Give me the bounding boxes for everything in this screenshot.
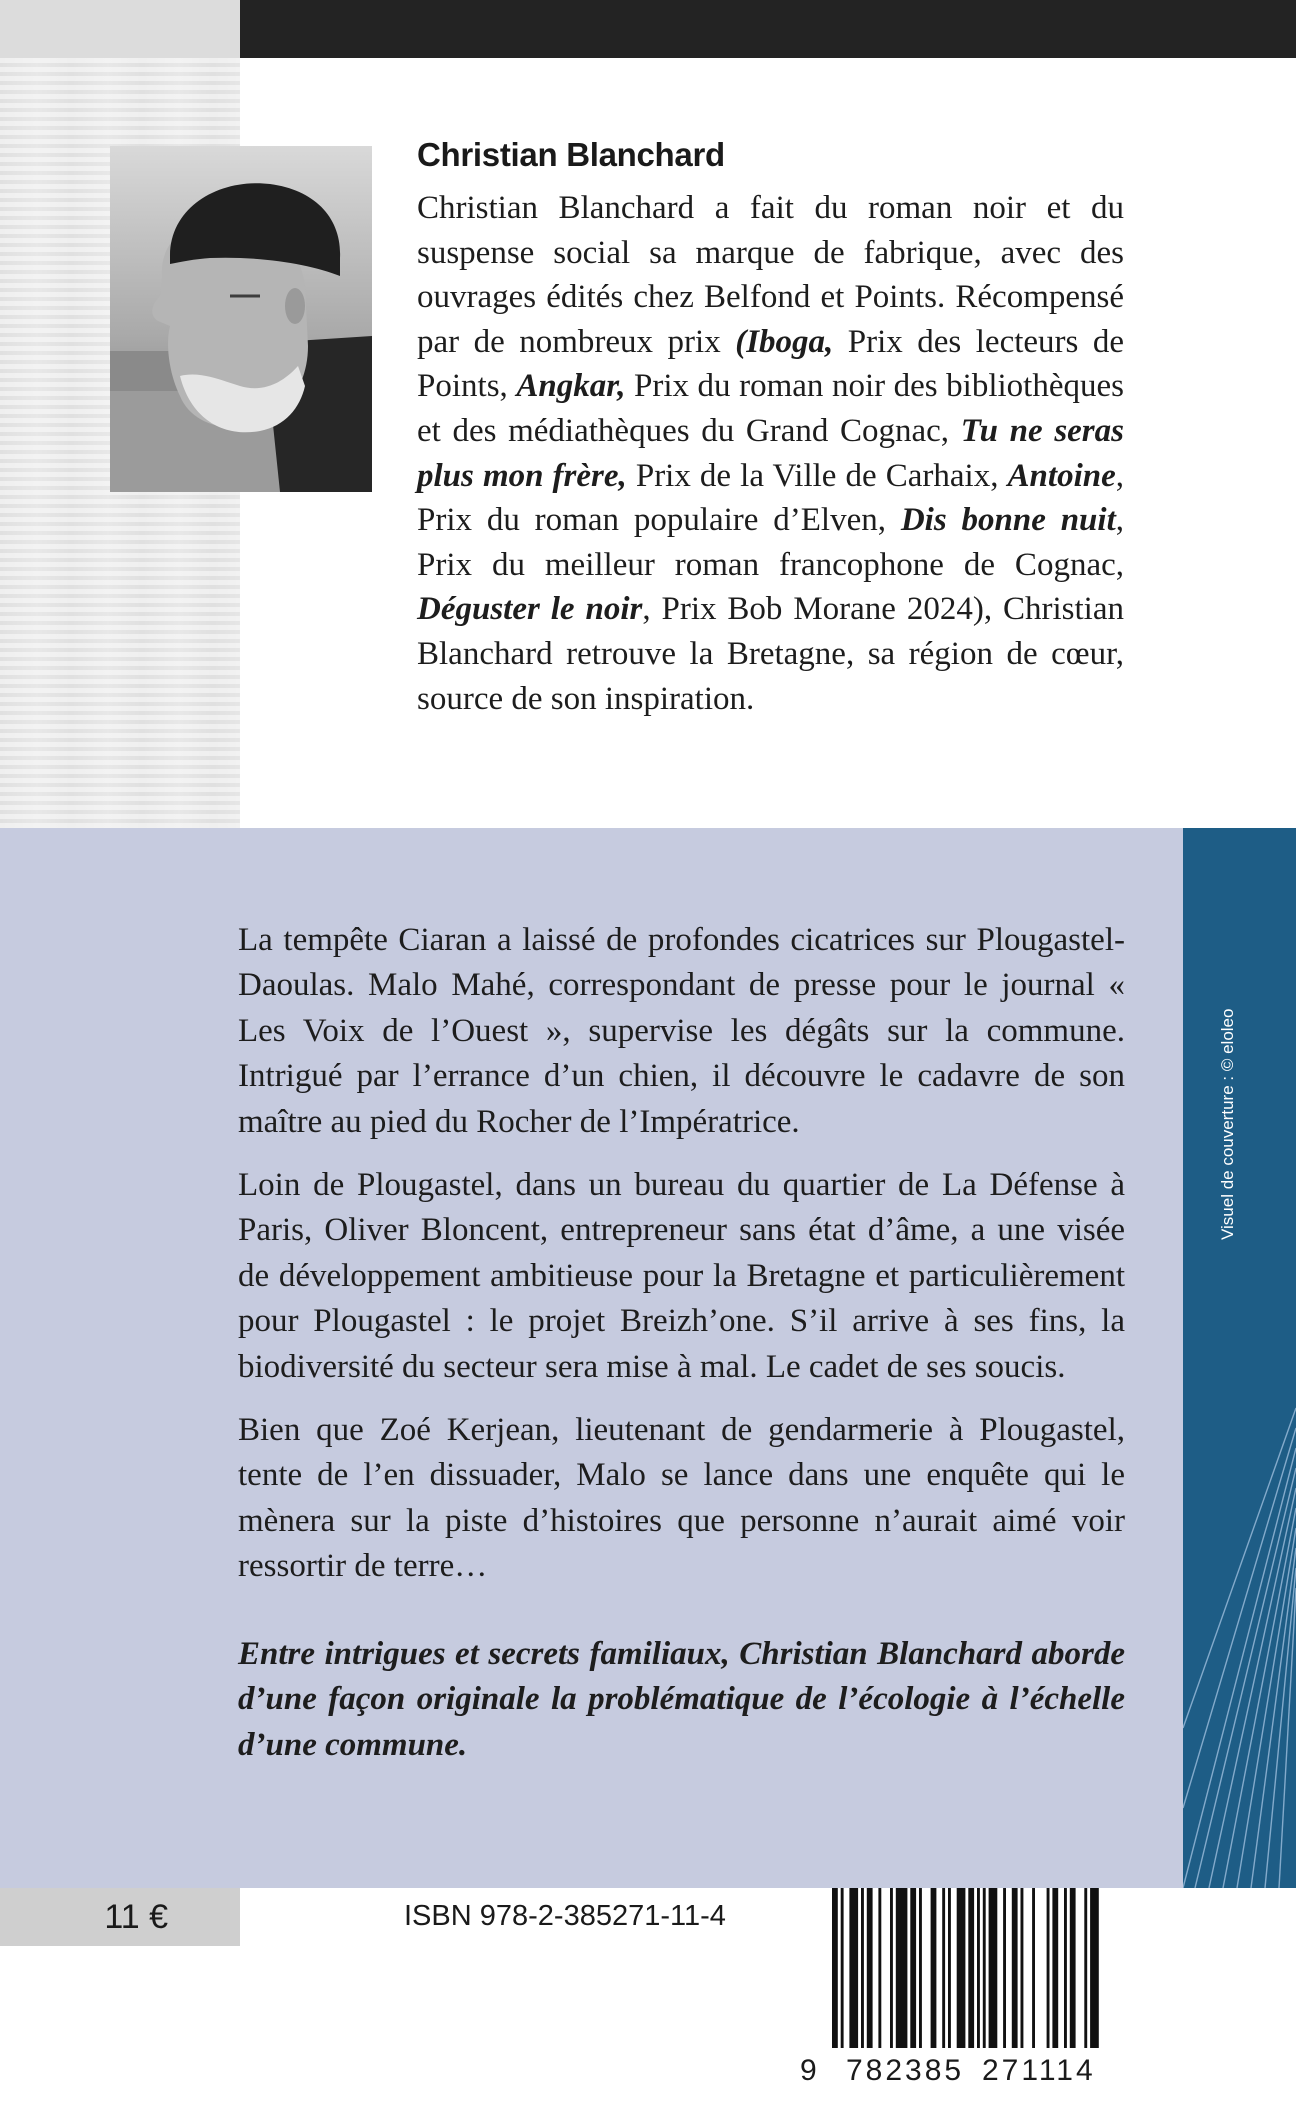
bio-text-segment: , Prix du roman populaire d’Elven,	[417, 457, 1124, 539]
author-section	[417, 136, 1124, 721]
barcode-bar	[861, 1888, 864, 2048]
bio-title-segment: Antoine	[1007, 457, 1116, 494]
barcode-bar	[1090, 1888, 1099, 2048]
bio-text-segment: Prix de la Ville de Carhaix,	[626, 457, 1008, 494]
cover-credit: Visuel de couverture : © eloleo	[1218, 1008, 1237, 1240]
barcode-bar	[896, 1888, 908, 2048]
barcode-bar	[957, 1888, 966, 2048]
barcode-bar	[878, 1888, 881, 2048]
top-bar-dark	[240, 0, 1296, 58]
barcode-bar	[1012, 1888, 1018, 2048]
summary-tagline: Entre intrigues et secrets familiaux, Christian Blanchard aborde d’une façon originale la problématique de l’écologie à l’échelle d’une commune.	[238, 1635, 1125, 1763]
bio-title-segment: Angkar,	[516, 368, 626, 405]
summary-paragraph-1: La tempête Ciaran a laissé de profondes cicatrices sur Plougastel-Daoulas. Malo Mahé, correspondant de presse pour le journal « Les Voix de l’Ouest », supervise les dégâts sur la commune. Intrigué par l’errance d’un chien, il découvre le cadavre de son maître au pied du Rocher de l’Impératrice.	[238, 922, 1125, 1140]
barcode-bar	[983, 1888, 986, 2048]
barcode-digits-right: 271114	[982, 2054, 1096, 2087]
barcode-bar	[1021, 1888, 1024, 2048]
barcode-bar	[977, 1888, 980, 2048]
barcode-digit-lead: 9	[800, 2054, 817, 2087]
barcode-bar	[948, 1888, 951, 2048]
barcode-bar	[1052, 1888, 1058, 2048]
barcode-bar	[890, 1888, 893, 2048]
isbn-text: ISBN 978-2-385271-11-4	[404, 1900, 726, 1932]
bio-text-segment: , Prix Bob Morane 2024), Christian Blanchard retrouve la Bretagne, sa région de cœur, source de son inspiration.	[417, 591, 1124, 717]
bio-text-segment: Prix du roman noir des bibliothèques et des médiathèques du Grand Cognac,	[417, 368, 1124, 449]
bio-text-segment: , Prix du meilleur roman francophone de Cognac,	[417, 502, 1124, 583]
top-bar	[0, 0, 1296, 58]
barcode-bar	[1064, 1888, 1067, 2048]
author-bio	[417, 186, 1124, 721]
bio-title-segment: Tu ne seras plus mon frère,	[417, 412, 1124, 494]
barcode-digits-left: 782385	[846, 2054, 965, 2087]
barcode-bar	[1047, 1888, 1050, 2048]
barcode-bar	[1003, 1888, 1006, 2048]
summary-paragraph-3: Bien que Zoé Kerjean, lieutenant de gendarmerie à Plougastel, tente de l’en dissuader, Malo se lance dans une enquête qui le mènera sur la piste d’histoires que personne n’aurait aimé voir ressortir de terre…	[238, 1412, 1125, 1585]
barcode-bar	[841, 1888, 844, 2048]
bridge-cables-graphic	[1183, 828, 1296, 1888]
summary-paragraph-2: Loin de Plougastel, dans un bureau du quartier de La Défense à Paris, Oliver Bloncent, entrepreneur sans état d’âme, a une visée de développement ambitieuse pour la Bretagne et particulièrement pour Plougastel : le projet Breizh’one. S’il arrive à ses fins, la biodiversité du secteur sera mise à mal. Le cadet de ses soucis.	[238, 1167, 1125, 1385]
price-label: 11 €	[0, 1888, 240, 1946]
barcode-bar	[942, 1888, 945, 2048]
barcode-bar	[931, 1888, 937, 2048]
bio-title-segment: Dis bonne nuit	[900, 502, 1116, 539]
barcode-bar	[1070, 1888, 1076, 2048]
barcode-bar	[1084, 1888, 1087, 2048]
book-summary	[238, 918, 1125, 1786]
top-bar-light	[0, 0, 240, 58]
barcode-bar	[849, 1888, 858, 2048]
barcode-bar	[968, 1888, 974, 2048]
barcode-bar	[919, 1888, 922, 2048]
bio-title-segment: Déguster le noir	[417, 591, 643, 628]
barcode-bar	[832, 1888, 838, 2048]
bio-title-segment: (Iboga,	[735, 323, 834, 360]
barcode-bar	[910, 1888, 916, 2048]
barcode-bar	[867, 1888, 873, 2048]
cover-visual-strip	[1183, 828, 1296, 1888]
author-name: Christian Blanchard	[417, 136, 725, 173]
barcode-bar	[1032, 1888, 1035, 2048]
author-portrait-image	[110, 146, 372, 492]
bio-text-segment: Christian Blanchard a fait du roman noir et du suspense social sa marque de fabrique, avec des ouvrages édités chez Belfond et Points. Récompensé par de nombreux prix	[417, 190, 1124, 360]
bio-text-segment: Prix des lecteurs de Points,	[417, 323, 1124, 405]
author-photo	[110, 146, 372, 492]
barcode-bar	[989, 1888, 998, 2048]
